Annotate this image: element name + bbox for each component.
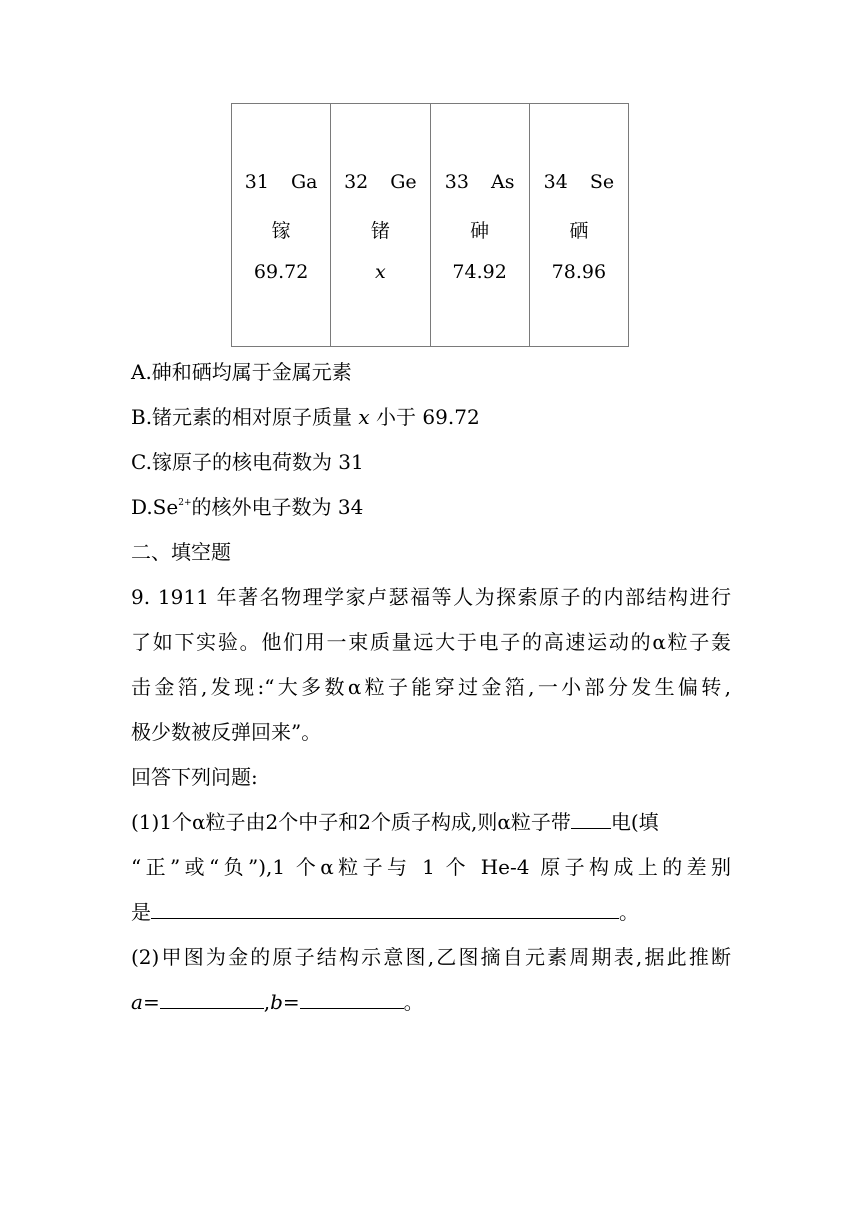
sub-question-1-line-3: 是 。 <box>131 900 639 924</box>
element-cell-ga <box>232 104 330 346</box>
element-symbol: As <box>490 171 515 193</box>
question-9-line-4: 极少数被反弹回来”。 <box>131 720 322 744</box>
variable-x: x <box>358 405 370 429</box>
element-name: 锗 <box>370 220 390 242</box>
variable-b: b <box>270 990 283 1014</box>
option-d: $D.Se^{2+}$的核外电子数为 34 <box>131 495 364 519</box>
option-c: C.镓原子的核电荷数为 31 <box>131 450 364 474</box>
element-mass: x <box>375 261 386 283</box>
question-9-prompt: 回答下列问题: <box>131 765 258 789</box>
element-number: 33 <box>444 171 469 193</box>
element-mass: 69.72 <box>253 261 309 283</box>
sub-question-2-line-1: (2)甲图为金的原子结构示意图,乙图摘自元素周期表,据此推断 <box>131 945 731 969</box>
sub-question-2-line-2: a= ,b= 。 <box>131 990 424 1014</box>
element-mass: 78.96 <box>551 261 607 283</box>
sub-question-1-line-1: (1)1个α粒子由2个中子和2个质子构成,则α粒子带 电(填 <box>131 810 659 834</box>
element-number: 32 <box>344 171 369 193</box>
question-9-line-3: 击金箔,发现:“大多数α粒子能穿过金箔,一小部分发生偏转, <box>131 675 731 699</box>
answer-blank-b[interactable] <box>300 988 404 1009</box>
element-cell-se <box>529 104 628 346</box>
element-name: 砷 <box>470 220 490 242</box>
element-mass: 74.92 <box>452 261 507 283</box>
question-9-line-1: 9. 1911 年著名物理学家卢瑟福等人为探索原子的内部结构进行 <box>131 585 731 609</box>
element-cell-ge <box>330 104 429 346</box>
answer-blank-difference[interactable] <box>151 898 619 919</box>
variable-a: a <box>131 990 143 1014</box>
answer-blank-charge[interactable] <box>571 808 611 829</box>
element-number: 34 <box>543 171 568 193</box>
sub-question-1-line-2: “正”或“负”),1 个α粒子与 1 个 He-4 原子构成上的差别 <box>131 855 731 879</box>
element-number: 31 <box>244 171 269 193</box>
element-symbol: Ga <box>290 171 318 193</box>
element-symbol: Se <box>589 171 615 193</box>
option-b: B.锗元素的相对原子质量 x 小于 69.72 <box>131 405 480 429</box>
element-name: 硒 <box>569 220 589 242</box>
answer-blank-a[interactable] <box>160 988 264 1009</box>
element-symbol: Ge <box>390 171 417 193</box>
ion-charge: 2+ <box>178 498 192 508</box>
option-a: A.砷和硒均属于金属元素 <box>131 360 352 384</box>
element-name: 镓 <box>271 220 291 242</box>
section-title: 二、填空题 <box>131 540 231 564</box>
question-9-line-2: 了如下实验。他们用一束质量远大于电子的高速运动的α粒子轰 <box>131 630 731 654</box>
element-cell-as <box>430 104 529 346</box>
element-table <box>231 103 629 347</box>
